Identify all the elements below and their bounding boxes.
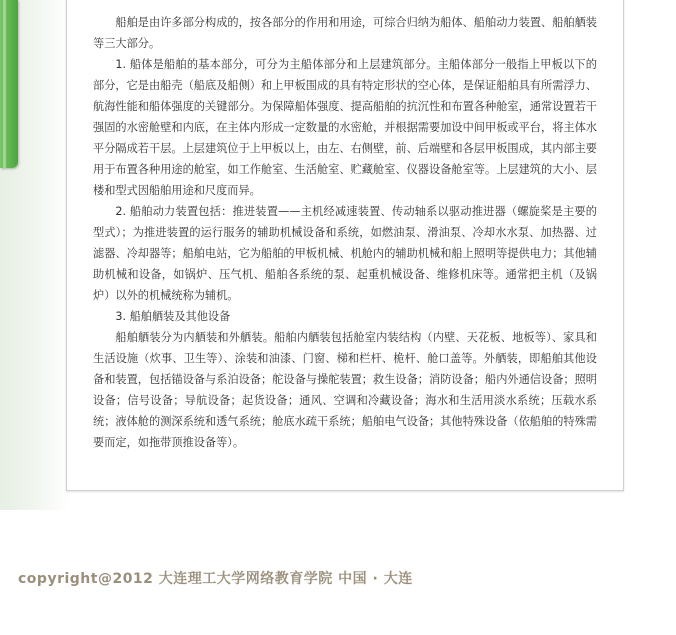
article-panel <box>66 0 624 491</box>
footer-copyright: copyright@2012 大连理工大学网络教育学院 中国 · 大连 <box>18 571 413 587</box>
article-outfitting-paragraph: 船舶舾装分为内舾装和外舾装。船舶内舾装包括舱室内装结构（内壁、天花板、地板等）、家具和生活设施（炊事、卫生等）、涂装和油漆、门窗、梯和栏杆、桅杆、舱口盖等。外舾装，即船舶其他设备和装置，包括锚设备与系泊设备；舵设备与操舵装置；救生设备；消防设备；船内外通信设备；照明设备；信号设备；导航设备；起货设备；通风、空调和冷藏设备；海水和生活用淡水系统；压载水系统；液体舱的测深系统和透气系统；舱底水疏干系统；船舶电气设备；其他特殊设备（依船舶的特殊需要而定，如拖带顶推设备等）。 <box>93 331 597 449</box>
article-intro-paragraph: 船舶是由许多部分构成的，按各部分的作用和用途，可综合归纳为船体、船舶动力装置、船舶舾装等三大部分。 <box>93 16 597 50</box>
side-nav-tab[interactable] <box>0 0 18 168</box>
article-hull-paragraph: 1. 船体是船舶的基本部分，可分为主船体部分和上层建筑部分。主船体部分一般指上甲板以下的部分，它是由船壳（船底及船侧）和上甲板围成的具有特定形状的空心体，是保证船舶具有所需浮力、航海性能和船体强度的关键部分。为保障船体强度、提高船舶的抗沉性和布置各种舱室，通常设置若干强固的水密舱壁和内底，在主体内形成一定数量的水密舱，并根据需要加设中间甲板或平台，将主体水平分隔成若干层。上层建筑位于上甲板以上，由左、右侧壁，前、后端壁和各层甲板围成，其内部主要用于布置各种用途的舱室，如工作舱室、生活舱室、贮藏舱室、仪器设备舱室等。上层建筑的大小、层楼和型式因船舶用途和尺度而异。 <box>93 58 597 197</box>
article-outfitting-heading: 3. 船舶舾装及其他设备 <box>115 310 231 323</box>
article-power-plant-paragraph: 2. 船舶动力装置包括：推进装置——主机经减速装置、传动轴系以驱动推进器（螺旋桨是主要的型式）；为推进装置的运行服务的辅助机械设备和系统，如燃油泵、滑油泵、冷却水水泵、加热器、过滤器、冷却器等；船舶电站，它为船舶的甲板机械、机舱内的辅助机械和船上照明等提供电力；其他辅助机械和设备，如锅炉、压气机、船舶各系统的泵、起重机械设备、维修机床等。通常把主机（及锅炉）以外的机械统称为辅机。 <box>93 205 597 302</box>
